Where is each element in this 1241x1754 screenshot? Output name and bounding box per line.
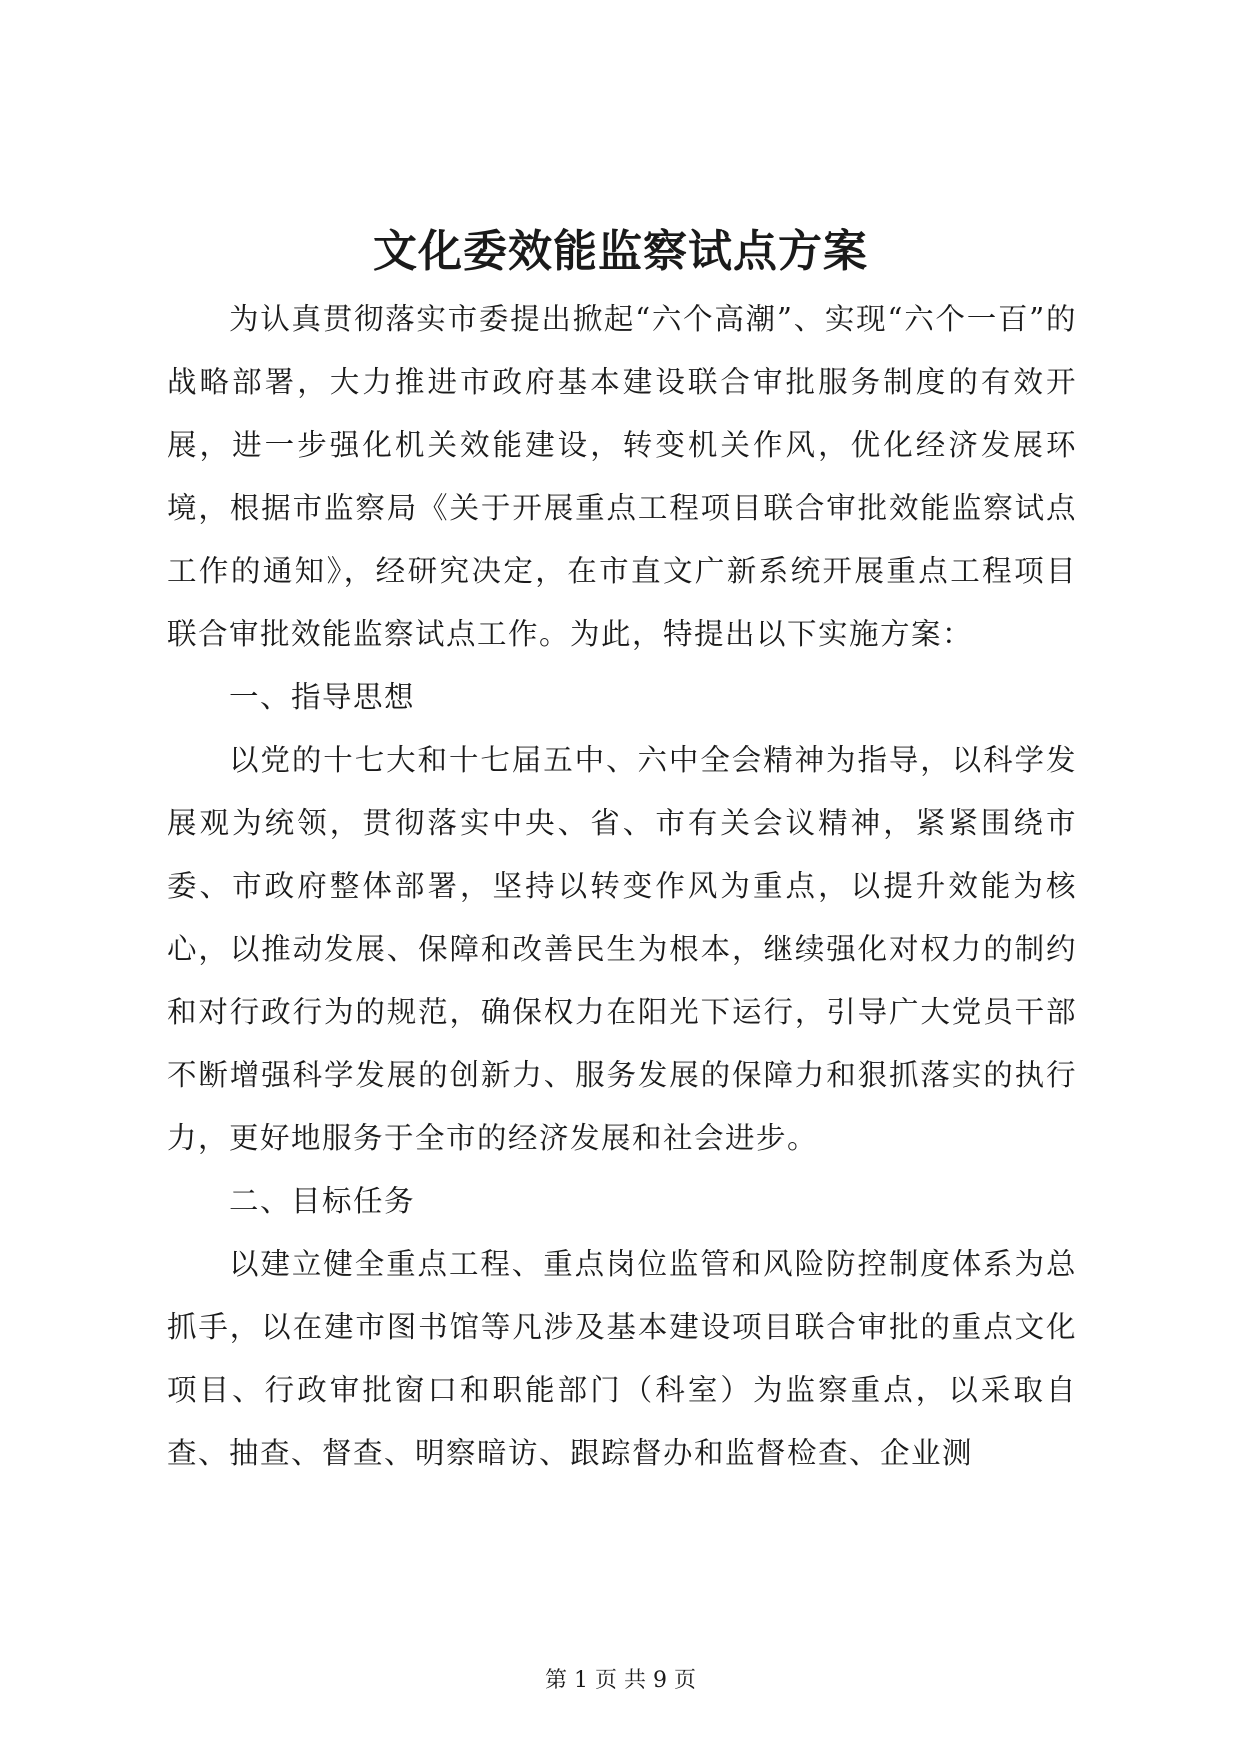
document-title: 文化委效能监察试点方案 <box>373 226 868 277</box>
paragraph-goals-tasks: 以建立健全重点工程、重点岗位监管和风险防控制度体系为总抓手，以在建市图书馆等凡涉及基本建设项目联合审批的重点文化项目、行政审批窗口和职能部门（科室）为监察重点，以采取自查、抽查、督查、明察暗访、跟踪督办和监督检查、企业测 <box>167 1247 1077 1470</box>
page-number-footer: 第 1 页 共 9 页 <box>545 1668 696 1693</box>
heading-guiding-ideology: 一、指导思想 <box>229 680 416 714</box>
paragraph-guiding-ideology: 以党的十七大和十七届五中、六中全会精神为指导，以科学发展观为统领，贯彻落实中央、省、市有关会议精神，紧紧围绕市委、市政府整体部署，坚持以转变作风为重点，以提升效能为核心，以推动发展、保障和改善民生为根本，继续强化对权力的制约和对行政行为的规范，确保权力在阳光下运行，引导广大党员干部不断增强科学发展的创新力、服务发展的保障力和狠抓落实的执行力，更好地服务于全市的经济发展和社会进步。 <box>167 743 1077 1155</box>
heading-goals-tasks: 二、目标任务 <box>229 1184 416 1218</box>
document-body <box>167 288 1077 1485</box>
paragraph-intro: 为认真贯彻落实市委提出掀起“六个高潮”、实现“六个一百”的战略部署，大力推进市政府基本建设联合审批服务制度的有效开展，进一步强化机关效能建设，转变机关作风，优化经济发展环境，根据市监察局《关于开展重点工程项目联合审批效能监察试点工作的通知》，经研究决定，在市直文广新系统开展重点工程项目联合审批效能监察试点工作。为此，特提出以下实施方案： <box>167 302 1077 651</box>
